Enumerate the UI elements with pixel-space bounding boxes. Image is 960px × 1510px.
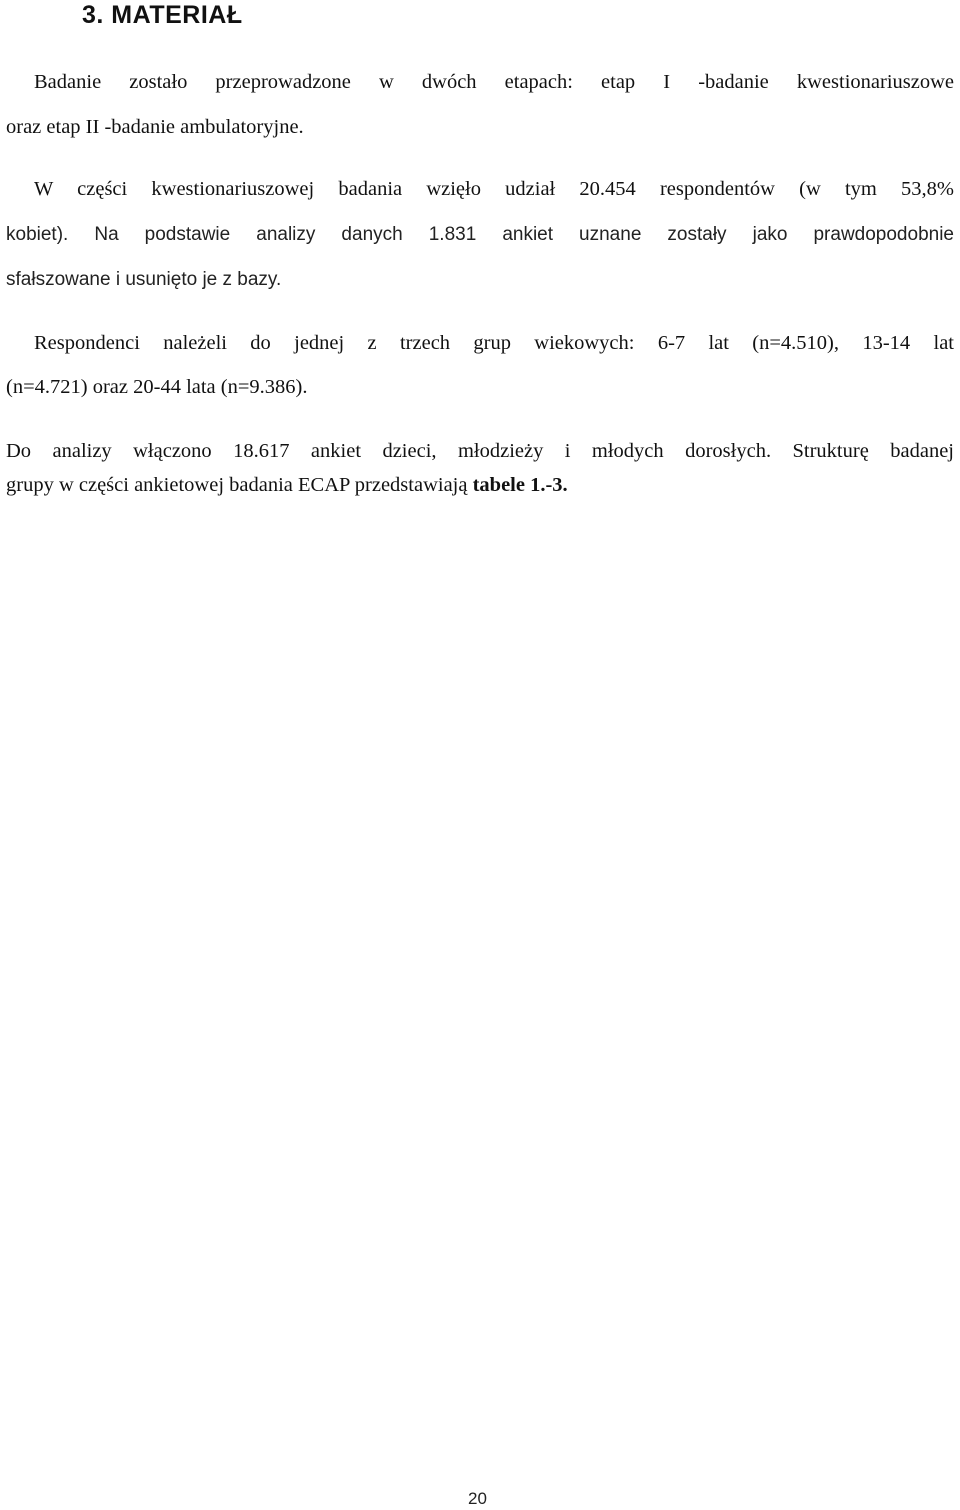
paragraph-line: (n=4.721) oraz 20-44 lata (n=9.386). (6, 376, 308, 398)
paragraph-line: Do analizy włączono 18.617 ankiet dzieci, młodzieży i młodych dorosłych. Strukturę badanej (6, 440, 954, 462)
section-heading: 3. MATERIAŁ (82, 1, 243, 29)
table-reference: tabele 1.-3. (472, 474, 568, 496)
paragraph-line: Respondenci należeli do jednej z trzech grup wiekowych: 6-7 lat (n=4.510), 13-14 lat (34, 332, 954, 354)
paragraph-line: Badanie zostało przeprowadzone w dwóch etapach: etap I -badanie kwestionariuszowe (34, 71, 954, 93)
paragraph-text: grupy w części ankietowej badania ECAP przedstawiają (6, 474, 473, 496)
paragraph-line: oraz etap II -badanie ambulatoryjne. (6, 116, 304, 138)
paragraph-line: W części kwestionariuszowej badania wzięło udział 20.454 respondentów (w tym 53,8% (34, 178, 954, 200)
paragraph-line: sfałszowane i usunięto je z bazy. (6, 269, 282, 290)
page-number: 20 (468, 1489, 487, 1508)
paragraph-line: kobiet). Na podstawie analizy danych 1.831 ankiet uznane zostały jako prawdopodobnie (6, 224, 954, 245)
paragraph-line (6, 472, 568, 498)
